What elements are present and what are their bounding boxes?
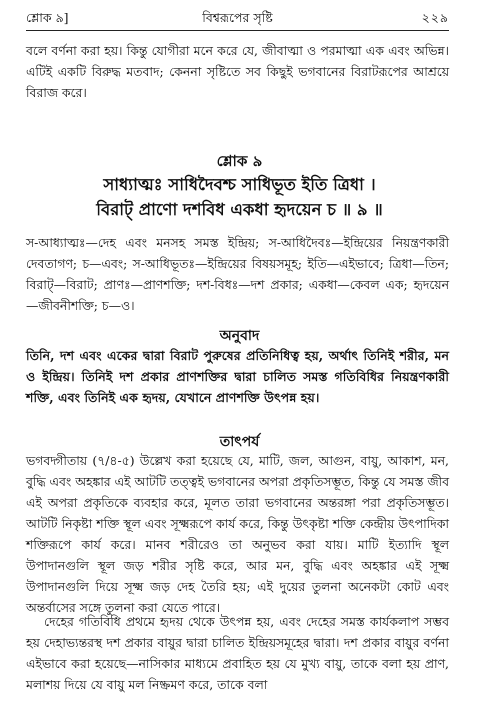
chapter-title: বিশ্বরূপের সৃষ্টি <box>202 10 273 25</box>
verse-line-2: বিরাট্ প্রাণো দশবিধ একধা হৃদয়েন চ ॥ ৯ ॥ <box>96 200 383 219</box>
purport-paragraph-1: ভগবদ্গীতায় (৭/৪-৫) উল্লেখ করা হয়েছে যে, মাটি, জল, আগুন, বায়ু, আকাশ, মন, বুদ্ধি এবং অহঙ্কার এই আটটি তত্ত্বই ভগবানের অপরা প্রকৃতিসম্ভূত, কিন্তু যে সমস্ত জীব এই অপরা প্রকৃতিকে ব্যবহার করে, মূলত তারা ভগবানের অন্তরঙ্গা পরা প্রকৃতিসম্ভূত। আটটি নিকৃষ্টা শক্তি স্থূল এবং সূক্ষ্মরূপে কার্য করে, কিন্তু উৎকৃষ্টা শক্তি কেন্দ্রীয় উৎপাদিকা শক্তিরূপে কার্য করে। মানব শরীরেও তা অনুভব করা যায়। মাটি ইত্যাদি স্থূল উপাদানগুলি স্থূল জড় শরীর সৃষ্টি করে, আর মন, বুদ্ধি এবং অহঙ্কার এই সূক্ষ্ম উপাদানগুলি দিয়ে সূক্ষ্ম জড় দেহ তৈরি হয়; এই দুয়ের তুলনা অনেকটা কোট এবং অন্তর্বাসের সঙ্গে তুলনা করা যেতে পারে। <box>26 453 449 615</box>
synonyms-paragraph: স-আধ্যাত্মঃ—দেহ এবং মনসহ সমস্ত ইন্দ্রিয়; স-আধিদৈবঃ—ইন্দ্রিয়ের নিয়ন্ত্রণকারী দেবতাগণ; চ—এবং; স-আধিভূতঃ—ইন্দ্রিয়ের বিষয়সমূহ; ইতি—এইভাবে; ত্রিধা—তিন; বিরাট্—বিরাট; প্রাণঃ—প্রাণশক্তি; দশ-বিধঃ—দশ প্রকার; একধা—কেবল এক; হৃদয়েন—জীবনীশক্তি; চ—ও। <box>26 235 449 313</box>
header-rule <box>26 30 449 31</box>
running-header <box>26 10 449 30</box>
purport-paragraph-2: দেহের গতিবিধি প্রথমে হৃদয় থেকে উৎপন্ন হয়, এবং দেহের সমস্ত কার্যকলাপ সম্ভব হয় দেহাভ্যন্তরস্থ দশ প্রকার বায়ুর দ্বারা চালিত ইন্দ্রিয়সমূহের দ্বারা। দশ প্রকার বায়ুর বর্ণনা এইভাবে করা হয়েছে—নাসিকার মাধ্যমে প্রবাহিত হয় যে মুখ্য বায়ু, তাকে বলা হয় প্রাণ, মলাশয় দিয়ে যে বায়ু মল নিষ্ক্রমণ করে, তাকে বলা <box>26 614 449 692</box>
verse-heading: শ্লোক ৯ <box>216 152 263 170</box>
page-number: ২২৯ <box>421 10 449 25</box>
verse-reference: শ্লোক ৯] <box>26 10 69 25</box>
translation-title: অনুবাদ <box>219 328 260 344</box>
intro-paragraph: বলে বর্ণনা করা হয়। কিন্তু যোগীরা মনে করে যে, জীবাত্মা ও পরমাত্মা এক এবং অভিন্ন। এটিই একটি বিরুদ্ধ মতবাদ; কেননা সৃষ্টিতে সব কিছুই ভগবানের বিরাটরূপের আশ্রয়ে বিরাজ করে। <box>26 43 449 100</box>
translation-text: তিনি, দশ এবং একের দ্বারা বিরাট পুরুষের প্রতিনিধিত্ব হয়, অর্থাৎ তিনিই শরীর, মন ও ইন্দ্রিয়। তিনিই দশ প্রকার প্রাণশক্তির দ্বারা চালিত সমস্ত গতিবিধির নিয়ন্ত্রণকারী শক্তি, এবং তিনিই এক হৃদয়, যেখানে প্রাণশক্তি উৎপন্ন হয়। <box>26 348 449 405</box>
verse-line-1: সাধ্যাত্মঃ সাধিদৈবশ্চ সাধিভূত ইতি ত্রিধা । <box>103 175 376 194</box>
purport-title: তাৎপর্য <box>219 434 260 450</box>
